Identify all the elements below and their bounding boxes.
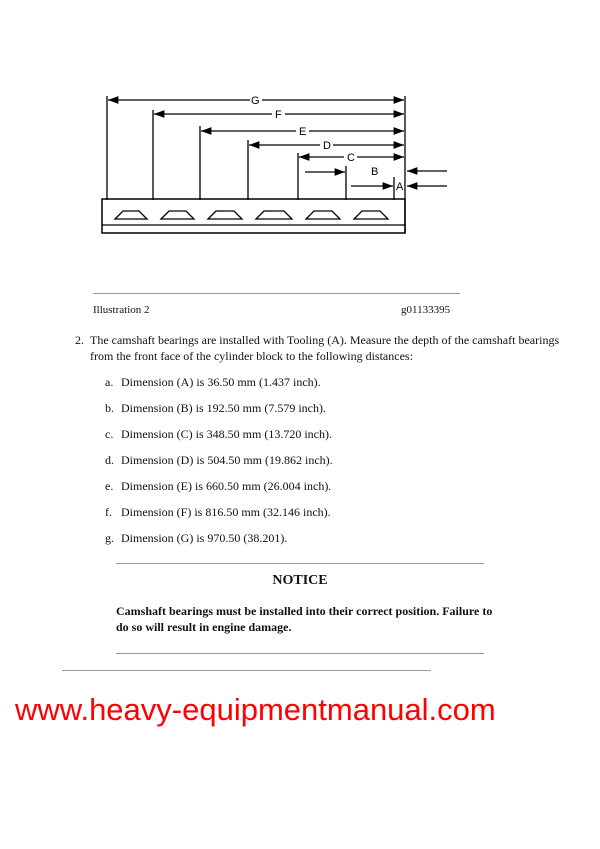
label-g: G [251,95,260,107]
item-letter: e. [105,479,114,493]
item-text: Dimension (E) is 660.50 mm (26.004 inch). [121,479,332,493]
item-letter: c. [105,427,114,441]
bearing-bore [306,211,340,219]
label-b: B [371,166,379,178]
divider [93,293,460,294]
item-text: Dimension (G) is 970.50 (38.201). [121,531,288,545]
dimension-item [105,478,331,494]
label-f: F [275,109,282,121]
step-text: The camshaft bearings are installed with Tooling (A). Measure the depth of the camshaft bearings from the front face of the cylinder block to the following distances: [90,333,560,363]
bearing-bore [115,211,147,219]
item-text: Dimension (C) is 348.50 mm (13.720 inch). [121,427,332,441]
label-c: C [347,152,355,164]
item-letter: g. [105,531,114,545]
item-letter: b. [105,401,114,415]
step-number: 2. [75,333,84,347]
notice-title: NOTICE [272,573,328,588]
label-e: E [299,126,307,138]
item-text: Dimension (D) is 504.50 mm (19.862 inch). [121,453,333,467]
divider [116,653,484,654]
divider [116,563,484,564]
illustration-ref: g01133395 [401,304,451,316]
bearing-bore [208,211,242,219]
bearing-bore [354,211,388,219]
label-d: D [323,140,331,152]
dimension-item [105,530,287,546]
dimension-item [105,400,326,416]
item-letter: d. [105,453,114,467]
bearing-bore [256,211,292,219]
dimension-item [105,426,332,442]
bearing-bore [161,211,194,219]
dimension-item [105,374,321,390]
illustration-caption: Illustration 2 [93,304,150,316]
dimension-item [105,452,333,468]
notice-text: Camshaft bearings must be installed into their correct position. Failure to do so will result in engine damage. [116,604,493,634]
label-a: A [396,181,404,193]
item-text: Dimension (A) is 36.50 mm (1.437 inch). [121,375,321,389]
divider [62,670,431,671]
watermark: www.heavy-equipmentmanual.com [15,692,496,727]
item-text: Dimension (F) is 816.50 mm (32.146 inch). [121,505,331,519]
camshaft-diagram [0,0,600,260]
item-letter: a. [105,375,114,389]
item-letter: f. [105,505,112,519]
item-text: Dimension (B) is 192.50 mm (7.579 inch). [121,401,326,415]
dimension-item [105,504,331,520]
